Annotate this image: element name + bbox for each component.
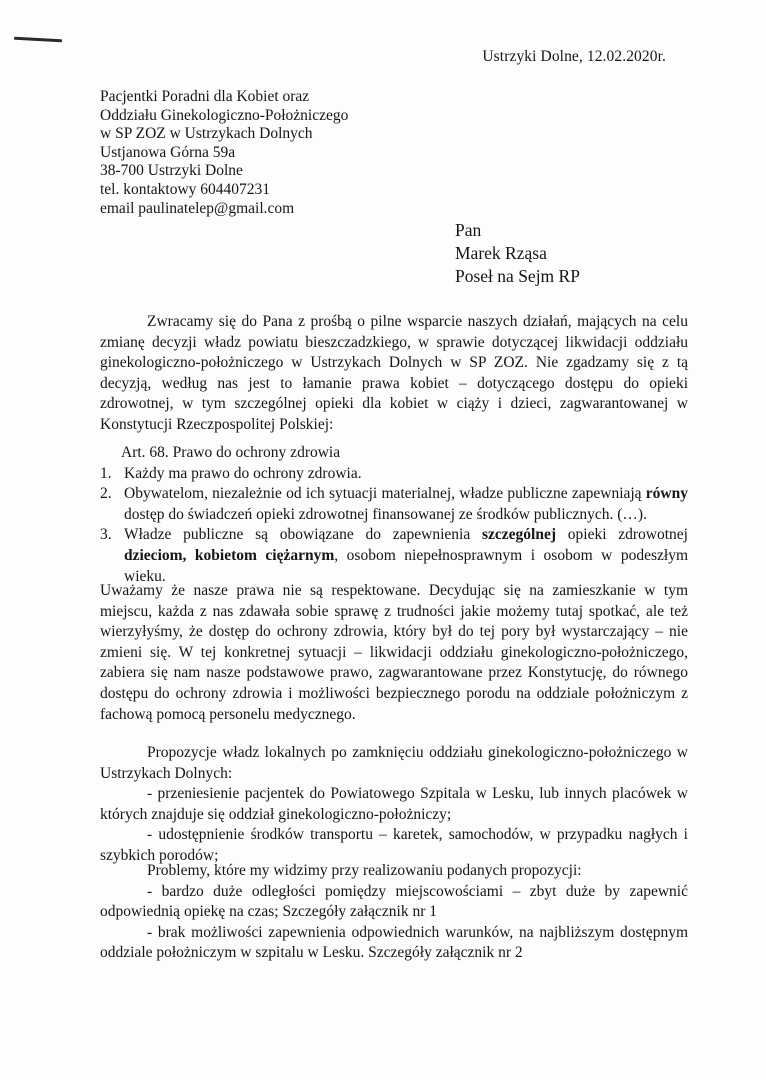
article-item-number: 1. [100, 464, 112, 482]
sender-line: 38-700 Ustrzyki Dolne [100, 162, 243, 180]
pen-mark [14, 37, 62, 43]
letter-date: Ustrzyki Dolne, 12.02.2020r. [482, 48, 666, 65]
sender-line: Ustjanowa Górna 59a [100, 143, 236, 161]
text-run: opieki zdrowotnej [556, 526, 688, 544]
text-run: Obywatelom, niezależnie od ich sytuacji materialnej, władze publiczne zapewniają [124, 485, 646, 503]
proposal-item: - przeniesienie pacjentek do Powiatowego Szpitala w Lesku, lub innych placówek w których znajduje się oddział ginekologiczno-położniczy; [100, 785, 688, 823]
problems-intro: Problemy, które my widzimy przy realizowaniu podanych propozycji: [147, 862, 582, 879]
article-item-number: 3. [100, 526, 112, 544]
article-item [100, 464, 688, 485]
problem-item: - bardzo duże odległości pomiędzy miejscowościami – zbyt duże by zapewnić odpowiednią opiekę na czas; Szczegóły załącznik nr 1 [100, 882, 688, 921]
text-run: dostęp do świadczeń opieki zdrowotnej finansowanej ze środków publicznych. (…). [124, 505, 647, 523]
recipient-line: Pan [455, 220, 482, 240]
recipient-name: Marek Rząsa [455, 243, 547, 263]
intro-paragraph: Zwracamy się do Pana z prośbą o pilne wsparcie naszych działań, mających na celu zmianę decyzji władz powiatu bieszczadzkiego, w sprawie dotyczącej likwidacji oddziału ginekologiczno-położniczego w Ustrzykach Dolnych w SP ZOZ. Nie zgadzamy się z tą decyzją, według nas jest to łamanie prawa kobiet – dotyczącego dostępu do opieki zdrowotnej, w tym szczególnej opieki dla kobiet w ciąży i dzieci, zagwarantowanej w Konstytucji Rzeczpospolitej Polskiej: [100, 313, 688, 433]
article-item-text [124, 484, 688, 525]
text-run: Władze publiczne są obowiązane do zapewnienia [124, 526, 482, 544]
problem-item: - brak możliwości zapewnienia odpowiednich warunków, na najbliższym dostępnym oddziale położniczym w szpitalu w Lesku. Szczegóły załącznik nr 2 [100, 923, 688, 962]
article-item-text: Każdy ma prawo do ochrony zdrowia. [124, 464, 362, 482]
bold-run: szczególnej [481, 526, 557, 544]
bold-run: dzieciom, kobietom ciężarnym [124, 546, 335, 564]
article-item-text [124, 525, 688, 587]
sender-line: Oddziału Ginekologiczno-Położniczego [100, 106, 349, 124]
sender-line: tel. kontaktowy 604407231 [100, 180, 271, 198]
proposals-intro: Propozycje władz lokalnych po zamknięciu oddziału ginekologiczno-położniczego w Ustrzykach Dolnych: [100, 744, 688, 782]
article-item-number: 2. [100, 485, 112, 503]
proposal-item: - udostępnienie środków transportu – karetek, samochodów, w przypadku nagłych i szybkich porodów; [100, 826, 688, 864]
recipient-block [455, 219, 580, 288]
text-run: , osobom niepełnosprawnym i osobom w podeszłym wieku. [124, 546, 689, 585]
article-item [100, 484, 688, 525]
sender-email: email paulinatelep@gmail.com [100, 199, 295, 217]
bold-run: równy [645, 485, 688, 503]
rights-paragraph: Uważamy że nasze prawa nie są respektowane. Decydując się na zamieszkanie w tym miejscu, każda z nas zdawała sobie sprawę z trudności jakie możemy tutaj spotkać, ale też wierzyłyśmy, że dostęp do ochrony zdrowia, który był do tej pory był wystarczający – nie zmieni się. W tej konkretnej sytuacji – likwidacji oddziału ginekologiczno-położniczego, zabiera się nam nasze podstawowe prawo, zagwarantowane przez Konstytucję, do równego dostępu do ochrony zdrowia i możliwości bezpiecznego porodu na oddziale położniczym z fachową pomocą personelu medycznego. [100, 582, 688, 723]
recipient-title: Poseł na Sejm RP [455, 266, 580, 286]
article-title: Art. 68. Prawo do ochrony zdrowia [121, 444, 341, 461]
sender-address [100, 88, 348, 218]
sender-line: Pacjentki Poradni dla Kobiet oraz [100, 88, 310, 105]
constitution-article [100, 443, 688, 587]
proposals-section [100, 743, 688, 867]
article-item [100, 525, 688, 587]
problems-section [100, 861, 688, 964]
sender-line: w SP ZOZ w Ustrzykach Dolnych [100, 125, 313, 143]
